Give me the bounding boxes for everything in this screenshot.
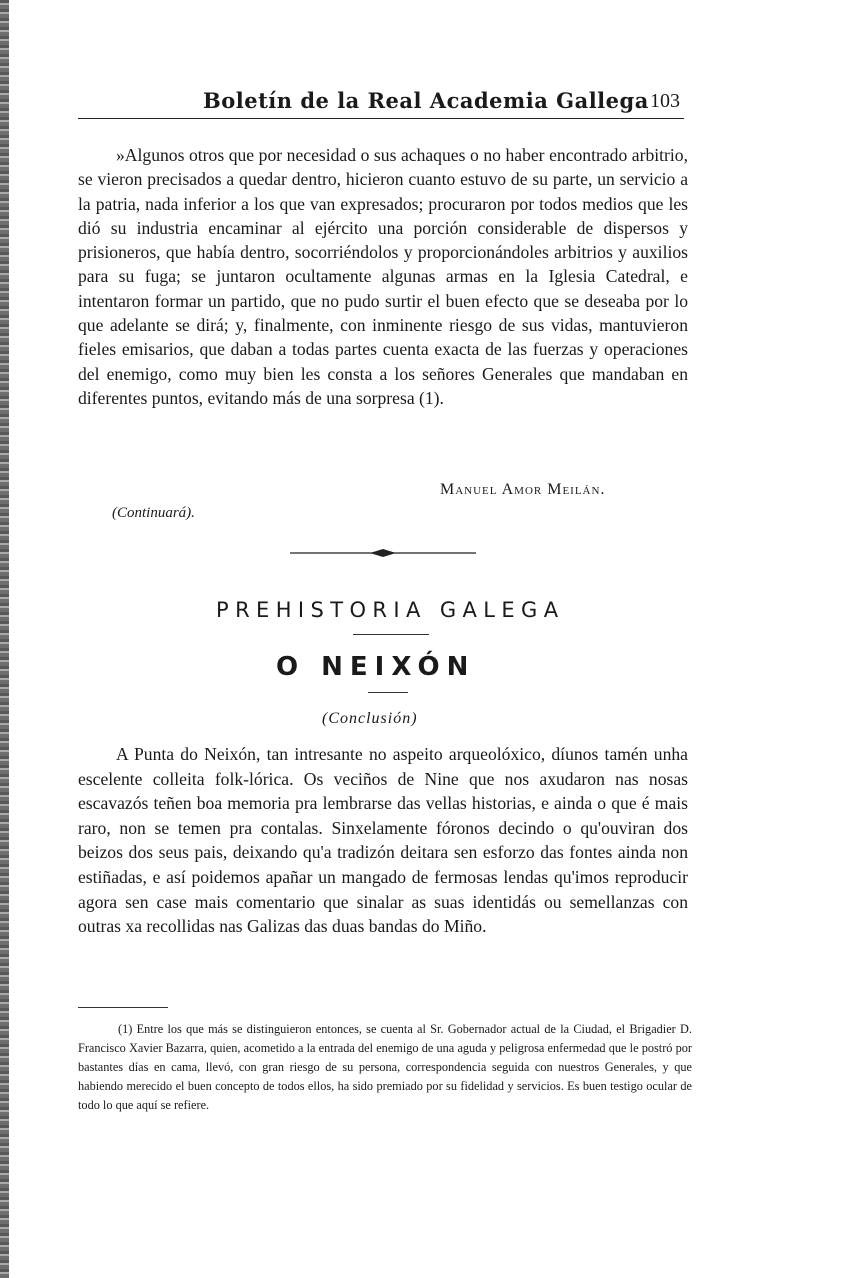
article-title: O NEIXÓN — [276, 652, 476, 682]
footnote — [78, 1020, 692, 1115]
section-title: PREHISTORIA GALEGA — [216, 598, 565, 622]
conclusion-label: (Conclusión) — [322, 710, 418, 727]
paragraph: A Punta do Neixón, tan intresante no aspeito arqueolóxico, díunos tamén unha escelente colleita folk-lórica. Os veciños de Nine que nos axudaron nas nosas escavazós teñen boa memoria pra lembrarse das vellas historias, e ainda o que é mais raro, non se temen pra contalas. Sinxelamente fóronos decindo o qu'ouviran dos beizos dos seus pais, deixando qu'a tradizón deitara sen esforzo das fontes ainda non estiñadas, e así poidemos apañar un mangado de fermosas lendas qu'imos reproducir agora sen case mais comentario que sinalar as suas identidás ou semellanzas con outras xa recollidas nas Galizas das duas bandas do Miño. — [78, 744, 688, 937]
footnote-rule — [78, 1007, 168, 1008]
running-header — [78, 88, 684, 119]
article-body-1 — [78, 143, 688, 410]
continued-note: (Continuará). — [112, 505, 195, 521]
ornament-divider — [290, 548, 476, 558]
paragraph: »Algunos otros que por necesidad o sus achaques o no haber encontrado arbitrio, se vieron precisados a quedar dentro, hicieron cuanto estuvo de su parte, un servicio a la patria, nada inferior a los que van expresados; procuraron por todos medios que les dió su industria encaminar al ejército una porción considerable de dispersos y prisioneros, que había dentro, socorriéndolos y proporcionándoles arbitrios y auxilios para su fuga; se juntaron ocultamente algunas armas en la Iglesia Catedral, e intentaron formar un partido, que no pudo surtir el buen efecto que se deseaba por lo que adelante se dirá; y, finalmente, con inminente riesgo de sus vidas, mantuvieron fieles emisarios, que daban a todas partes cuenta exacta de las fuerzas y operaciones del enemigo, como muy bien les consta a los señores Generales que mandaban en diferentes puntos, evitando más de una sorpresa (1). — [78, 145, 688, 408]
divider — [368, 692, 408, 693]
divider — [353, 634, 429, 635]
footnote-text: (1) Entre los que más se distinguieron entonces, se cuenta al Sr. Gobernador actual de la Ciudad, el Brigadier D. Francisco Xavier Bazarra, quien, acometido a la entrada del enemigo de una aguda y peligrosa enfermedad que le postró por bastantes días en cama, llevó, con gran riesgo de su persona, correspondencia seguida con nuestros Generales, y que habiendo merecido el buen concepto de todos ellos, ha sido premiado por su fidelidad y servicios. Es buen testigo ocular de todo lo que aquí se refiere. — [78, 1022, 692, 1112]
book-spine-edge — [0, 0, 9, 1278]
journal-title: Boletín de la Real Academia Gallega — [203, 88, 649, 113]
author-signature: Manuel Amor Meilán. — [440, 481, 606, 498]
page-number: 103 — [650, 90, 680, 112]
article-body-2 — [78, 742, 688, 939]
